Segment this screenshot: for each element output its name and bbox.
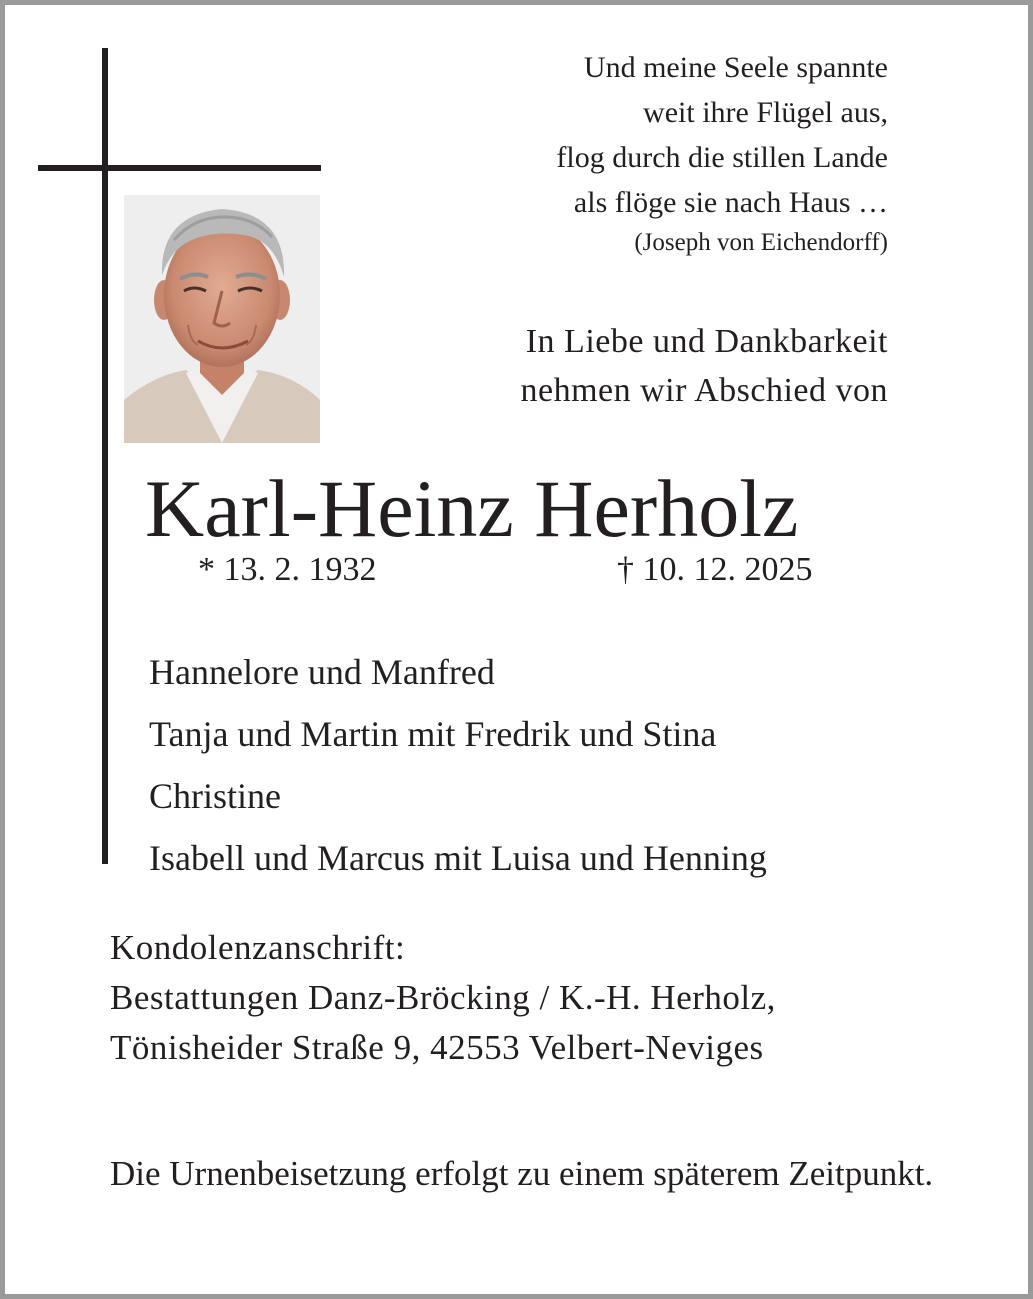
portrait-illustration	[124, 195, 320, 443]
poem-line: flog durch die stillen Lande	[556, 141, 888, 174]
poem-line: Und meine Seele spannte	[583, 51, 888, 84]
condolence-line-2: Tönisheider Straße 9, 42553 Velbert-Neviges	[110, 1028, 764, 1067]
poem-line: als flöge sie nach Haus …	[573, 186, 888, 219]
poem	[556, 45, 888, 261]
farewell-line-1: In Liebe und Dankbarkeit	[525, 323, 888, 360]
death-date: † 10. 12. 2025	[617, 551, 813, 588]
condolence-address	[110, 923, 776, 1073]
poem-line: weit ihre Flügel aus,	[643, 96, 888, 129]
farewell-text	[521, 317, 889, 415]
portrait-photo	[124, 195, 320, 443]
cross-horizontal-bar	[38, 165, 321, 171]
birth-date: * 13. 2. 1932	[198, 551, 377, 588]
family-member: Hannelore und Manfred	[149, 652, 495, 692]
condolence-line-1: Bestattungen Danz-Bröcking / K.-H. Herholz,	[110, 978, 776, 1017]
condolence-label: Kondolenzanschrift:	[110, 928, 406, 967]
burial-note: Die Urnenbeisetzung erfolgt zu einem späterem Zeitpunkt.	[110, 1154, 934, 1193]
family-member: Tanja und Martin mit Fredrik und Stina	[149, 714, 717, 754]
farewell-line-2: nehmen wir Abschied von	[520, 372, 888, 409]
family-member: Isabell und Marcus mit Luisa und Henning	[149, 838, 767, 878]
deceased-name: Karl-Heinz Herholz	[145, 463, 799, 554]
poem-author: (Joseph von Eichendorff)	[634, 229, 888, 256]
family-list	[149, 641, 767, 889]
family-member: Christine	[149, 776, 281, 816]
